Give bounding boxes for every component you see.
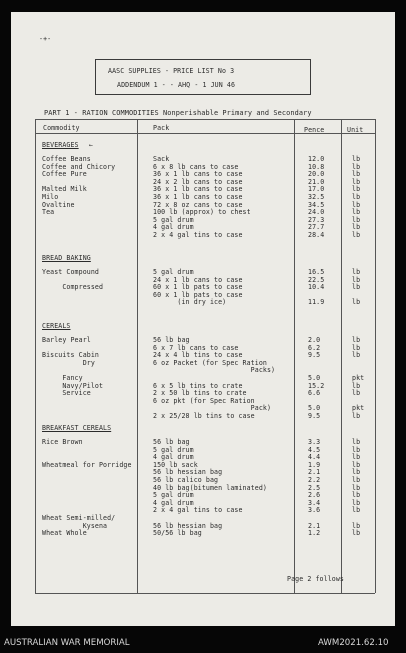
pack-cell: 24 x 1 lb cans to case xyxy=(153,275,243,284)
pack-cell: 36 x 1 lb cans to case xyxy=(153,185,243,194)
unit-cell: lb xyxy=(352,412,361,420)
pack-cell: 6 x 5 lb tins to crate xyxy=(153,381,243,390)
unit-cell: lb xyxy=(352,275,361,284)
commodity-cell: Yeast Compound xyxy=(42,268,99,276)
commodity-cell: Wheat Whole xyxy=(42,529,87,538)
pack-cell: 24 x 2 lb cans to case xyxy=(153,177,243,186)
pence-cell: 6.2 xyxy=(308,343,321,352)
commodity-cell: Biscuits Cabin xyxy=(42,351,99,360)
pence-cell: 15.2 xyxy=(308,381,325,390)
pence-cell: 11.9 xyxy=(308,298,325,307)
pence-cell: 4.5 xyxy=(308,445,321,454)
pence-cell: 1.2 xyxy=(308,529,321,538)
unit-cell: lb xyxy=(352,453,361,462)
commodity-cell: Malted Milk xyxy=(42,185,87,194)
pack-cell: 36 x 1 lb cans to case xyxy=(153,193,243,201)
pence-cell: 27.7 xyxy=(308,223,325,232)
unit-cell: lb xyxy=(352,529,361,538)
pack-cell: 2 x 25/28 lb tins to case xyxy=(153,412,255,420)
commodity-cell: Tea xyxy=(42,208,55,217)
unit-cell: lb xyxy=(352,476,361,484)
unit-cell: lb xyxy=(352,506,361,515)
unit-cell: lb xyxy=(352,336,361,344)
pence-cell: 5.0 xyxy=(308,404,321,413)
pack-cell: 2 x 50 lb tins to crate xyxy=(153,389,247,398)
unit-cell: lb xyxy=(352,162,361,171)
pack-cell: 6 oz pkt (for Spec Ration xyxy=(153,396,255,405)
commodity-cell: Navy/Pilot xyxy=(42,381,104,390)
commodity-cell: Compressed xyxy=(42,283,104,292)
commodity-cell: Wheatmeal for Porridge xyxy=(42,460,132,469)
header-pack: Pack xyxy=(153,124,170,132)
header-pence: Pence xyxy=(304,126,325,134)
section-heading: BEVERAGES xyxy=(42,141,79,149)
unit-cell: lb xyxy=(352,389,361,398)
pack-cell: 5 gal drum xyxy=(153,491,194,500)
pence-cell: 2.0 xyxy=(308,336,321,344)
pence-cell: 3.4 xyxy=(308,498,321,507)
commodity-cell: Fancy xyxy=(42,374,83,382)
unit-cell: lb xyxy=(352,343,361,352)
unit-cell: pkt xyxy=(352,404,365,413)
pence-cell: 24.0 xyxy=(308,208,325,217)
addendum-line: ADDENDUM 1 - - AHQ - 1 JUN 46 xyxy=(117,81,236,89)
unit-cell: lb xyxy=(352,468,361,477)
pack-cell: 24 x 4 lb tins to case xyxy=(153,351,243,360)
document-title: AASC SUPPLIES - PRICE LIST No 3 xyxy=(108,67,235,75)
header-commodity: Commodity xyxy=(43,124,80,132)
pack-cell: Packs) xyxy=(153,366,276,375)
pack-cell: 56 lb hessian bag xyxy=(153,468,223,477)
title-box xyxy=(95,59,311,95)
pack-cell: Pack) xyxy=(153,404,272,413)
commodity-cell: Coffee Beans xyxy=(42,155,91,163)
pence-cell: 2.1 xyxy=(308,521,321,530)
unit-cell: lb xyxy=(352,177,361,186)
pence-cell: 2.6 xyxy=(308,491,321,500)
pack-cell: 5 gal drum xyxy=(153,268,194,276)
pence-cell: 6.6 xyxy=(308,389,321,398)
unit-cell: lb xyxy=(352,268,361,276)
archive-footer xyxy=(0,626,406,653)
pack-cell: Sack xyxy=(153,155,170,163)
corner-mark: -+- xyxy=(39,35,52,43)
pack-cell: 6 oz Packet (for Spec Ration xyxy=(153,358,267,367)
commodity-cell: Wheat Semi-milled/ xyxy=(42,514,116,522)
pence-cell: 2.1 xyxy=(308,468,321,477)
pence-cell: 34.5 xyxy=(308,200,325,209)
document-page xyxy=(11,12,395,626)
pack-cell: 40 lb bag(bitumen laminated) xyxy=(153,483,267,492)
pence-cell: 10.8 xyxy=(308,162,325,171)
pack-cell: 5 gal drum xyxy=(153,445,194,454)
pack-cell: 50/56 lb bag xyxy=(153,529,202,538)
commodity-cell: Dry xyxy=(42,358,95,367)
pack-cell: 4 gal drum xyxy=(153,498,194,507)
section-annotation-mark: ← xyxy=(89,141,94,149)
header-unit: Unit xyxy=(347,126,364,134)
pence-cell: 10.4 xyxy=(308,283,325,292)
pack-cell: 100 lb (approx) to chest xyxy=(153,208,251,217)
unit-cell: lb xyxy=(352,298,361,307)
pence-cell: 1.9 xyxy=(308,460,321,469)
pence-cell: 32.5 xyxy=(308,193,325,201)
pence-cell: 4.4 xyxy=(308,453,321,462)
unit-cell: lb xyxy=(352,283,361,292)
unit-cell: pkt xyxy=(352,374,365,382)
pence-cell: 16.5 xyxy=(308,268,325,276)
section-heading: CEREALS xyxy=(42,322,71,330)
pack-cell: 4 gal drum xyxy=(153,223,194,232)
pence-cell: 12.0 xyxy=(308,155,325,163)
pence-cell: 2.2 xyxy=(308,476,321,484)
pence-cell: 9.5 xyxy=(308,351,321,360)
pence-cell: 21.0 xyxy=(308,177,325,186)
pence-cell: 3.3 xyxy=(308,438,321,446)
footer-institution: AUSTRALIAN WAR MEMORIAL xyxy=(4,638,130,648)
unit-cell: lb xyxy=(352,483,361,492)
pack-cell: 4 gal drum xyxy=(153,453,194,462)
pack-cell: 60 x 1 lb pats to case xyxy=(153,283,243,292)
commodity-cell: Service xyxy=(42,389,91,398)
pence-cell: 9.5 xyxy=(308,412,321,420)
unit-cell: lb xyxy=(352,498,361,507)
table-top-rule xyxy=(35,119,375,120)
pack-cell: 60 x 1 lb pats to case xyxy=(153,290,243,299)
unit-cell: lb xyxy=(352,170,361,179)
pack-cell: 6 x 7 lb cans to case xyxy=(153,343,239,352)
unit-cell: lb xyxy=(352,381,361,390)
pence-cell: 20.0 xyxy=(308,170,325,179)
unit-cell: lb xyxy=(352,438,361,446)
pence-cell: 17.0 xyxy=(308,185,325,194)
pack-cell: 36 x 1 lb cans to case xyxy=(153,170,243,179)
pack-cell: 150 lb sack xyxy=(153,460,198,469)
pack-cell: 56 lb bag xyxy=(153,438,190,446)
pack-cell: 56 lb calico bag xyxy=(153,476,219,484)
commodity-cell: Barley Pearl xyxy=(42,336,91,344)
pence-cell: 22.5 xyxy=(308,275,325,284)
pack-cell: 56 lb bag xyxy=(153,336,190,344)
unit-cell: lb xyxy=(352,185,361,194)
unit-cell: lb xyxy=(352,491,361,500)
table-right-border xyxy=(375,119,376,593)
pack-cell: 72 x 8 oz cans to case xyxy=(153,200,243,209)
commodity-cell: Kysena xyxy=(42,521,108,530)
commodity-cell: Rice Brown xyxy=(42,438,83,446)
pence-cell: 2.5 xyxy=(308,483,321,492)
table-left-border xyxy=(35,119,36,593)
pack-cell: 56 lb hessian bag xyxy=(153,521,223,530)
table-col-divider-pence xyxy=(294,119,295,593)
pack-cell: 2 x 4 gal tins to case xyxy=(153,231,243,239)
pack-cell: (in dry ice) xyxy=(153,298,227,307)
pence-cell: 3.6 xyxy=(308,506,321,515)
pack-cell: 6 x 8 lb cans to case xyxy=(153,162,239,171)
unit-cell: lb xyxy=(352,208,361,217)
section-heading: BREAKFAST CEREALS xyxy=(42,424,112,432)
unit-cell: lb xyxy=(352,223,361,232)
pence-cell: 5.0 xyxy=(308,374,321,382)
commodity-cell: Milo xyxy=(42,193,59,201)
footer-accession-number: AWM2021.62.10 xyxy=(318,638,389,648)
part-heading: PART 1 - RATION COMMODITIES Nonperishable Primary and Secondary xyxy=(44,109,312,117)
unit-cell: lb xyxy=(352,445,361,454)
section-heading: BREAD BAKING xyxy=(42,254,91,262)
commodity-cell: Coffee Pure xyxy=(42,170,87,179)
commodity-cell: Ovaltine xyxy=(42,200,75,209)
table-col-divider-pack xyxy=(137,119,138,593)
commodity-cell: Coffee and Chicory xyxy=(42,162,116,171)
unit-cell: lb xyxy=(352,351,361,360)
pence-cell: 27.3 xyxy=(308,215,325,224)
unit-cell: lb xyxy=(352,521,361,530)
unit-cell: lb xyxy=(352,200,361,209)
pence-cell: 28.4 xyxy=(308,231,325,239)
pack-cell: 5 gal drum xyxy=(153,215,194,224)
unit-cell: lb xyxy=(352,460,361,469)
table-bottom-rule xyxy=(35,593,375,594)
unit-cell: lb xyxy=(352,215,361,224)
unit-cell: lb xyxy=(352,193,361,201)
unit-cell: lb xyxy=(352,155,361,163)
page-follows-note: Page 2 follows xyxy=(287,575,344,583)
table-col-divider-unit xyxy=(341,119,342,593)
unit-cell: lb xyxy=(352,231,361,239)
pack-cell: 2 x 4 gal tins to case xyxy=(153,506,243,515)
